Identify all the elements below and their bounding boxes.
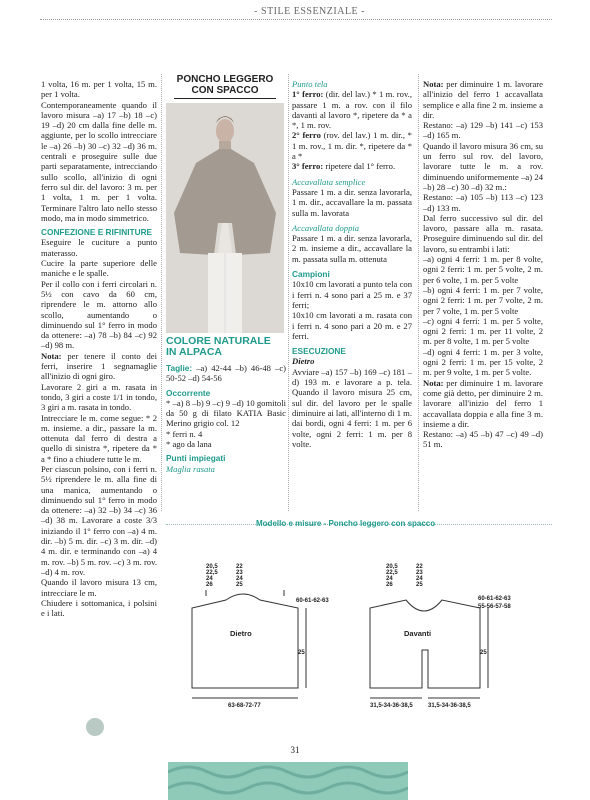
subheading: Dietro	[292, 356, 315, 367]
paragraph: 1° ferro: (dir. del lav.) * 1 m. rov., passare 1 m. a rov. con il filo davanti al lavoro *, ripetere da * a *, 1 m. rov.	[292, 89, 412, 131]
schema-title: Modello e misure - Poncho leggero con spacco	[256, 519, 436, 528]
paragraph: Chiudere i sottomanica, i polsini e i lati.	[41, 597, 157, 619]
paragraph: Intrecciare le m. come segue: * 2 m. insieme. a dir., passare la m. ottenuta dal ferro di destra a quello di sinistra *, ripetere da * a * fino a chiudere tutte le m.	[41, 412, 157, 464]
side-measure: 60-61-62-63	[478, 596, 511, 602]
column-divider	[161, 74, 162, 511]
width-measure: 31,5-34-36-38,5	[428, 703, 471, 709]
paragraph: 3° ferro: ripetere dal 1° ferro.	[292, 161, 396, 172]
header-rule	[40, 19, 552, 20]
section-heading: CONFEZIONE E RIFINITURE	[41, 227, 153, 238]
material-item: * ferri n. 4	[166, 428, 203, 439]
knit-texture-image	[168, 762, 408, 800]
paragraph: Nota: per diminuire 1 m. lavorare all'inizio del ferro 1 accavallata semplice e alla fine 2 m. insieme a dir.	[423, 79, 543, 120]
paragraph: Passare 1 m. a dir. senza lavorarla, 2 m. insieme a dir., accavallare la m. passata sulla m. ottenuta	[292, 233, 412, 264]
paragraph: Nota: per tenere il conto dei ferri, inserire 1 segnamaglie all'inizio di ogni giro.	[41, 350, 157, 382]
front-label: Davanti	[404, 629, 432, 638]
section-heading: ESECUZIONE	[292, 346, 346, 357]
front-outline	[370, 600, 480, 688]
shoulder-measure: 22	[236, 564, 243, 570]
back-outline	[192, 594, 298, 688]
paragraph: Passare 1 m. a dir. senza lavorarla, 1 m. dir., accavallare la m. passata sulla m. lavorata	[292, 186, 412, 218]
height-measure: 25	[480, 650, 487, 656]
width-measure: 31,5-34-36-38,5	[370, 703, 413, 709]
stitch-name: Maglia rasata	[166, 463, 215, 474]
paragraph: –b) ogni 4 ferri: 1 m. per 7 volte, ogni 2 ferri: 1 m. per 7 volte, 2 m. per 7 volte, 1 m. per 5 volte	[423, 284, 543, 316]
shoulder-measure: 22	[416, 564, 423, 570]
neck-measure: 22,5	[206, 570, 218, 576]
paragraph: Dal ferro successivo sul dir. del lavoro, passare alla m. rasata. Proseguire diminuendo sul dir. del lavoro, su entrambi i lati:	[423, 212, 543, 254]
color-heading: COLORE NATURALE IN ALPACA	[166, 335, 271, 358]
paragraph: Per il collo con i ferri circolari n. 5½ con cavo da 60 cm, riprendere le m. attorno allo scollo, aumentando o diminuendo sul 1° ferro in modo da ottenere: –a) 78 –b) 84 –c) 92 –d) 98 m.	[41, 278, 157, 351]
shoulder-measure: 23	[236, 570, 243, 576]
section-header: - STILE ESSENZIALE -	[254, 6, 365, 17]
neck-measure: 24	[206, 576, 213, 582]
paragraph: 1 volta, 16 m. per 1 volta, 15 m. per 1 volta.	[41, 79, 157, 100]
neck-measure: 22,5	[386, 570, 398, 576]
column-divider	[418, 74, 419, 511]
material-item: * –a) 8 –b) 9 –c) 9 –d) 10 gomitoli da 50 g di filato KATIA Basic Merino grigio col. 12	[166, 397, 286, 429]
paragraph: Quando il lavoro misura 36 cm, su un ferro sul rov. del lavoro, lavorare tutte le m. a rov. diminuendo uniformemente –a) 24 –b) 28 –c) 30 –d) 32 m.:	[423, 140, 543, 192]
model-photo	[166, 103, 284, 333]
shoulder-measure: 25	[416, 582, 423, 588]
neck-measure: 20,5	[386, 564, 398, 570]
shoulder-measure: 23	[416, 570, 423, 576]
paragraph: Eseguire le cuciture a punto materasso.	[41, 237, 157, 258]
paragraph: –d) ogni 4 ferri: 1 m. per 3 volte, ogni 2 ferri: 1 m. per 15 volte, 2 m. per 9 volte, 1 m. per 5 volte.	[423, 346, 543, 378]
column-2	[166, 336, 286, 474]
material-item: * ago da lana	[166, 439, 212, 450]
paragraph: Restano: –a) 129 –b) 141 –c) 153 –d) 165 m.	[423, 120, 543, 141]
shoulder-measure: 25	[236, 582, 243, 588]
stitch-heading: Accavallata doppia	[292, 222, 360, 233]
paragraph: Quando il lavoro misura 13 cm, intrecciare le m.	[41, 577, 157, 598]
sizes: Taglie: –a) 42-44 –b) 46-48 –c) 50-52 –d) 54-56	[166, 363, 286, 384]
paragraph: Cucire la parte superiore delle maniche e le spalle.	[41, 258, 157, 279]
stitch-heading: Punto tela	[292, 79, 328, 89]
materials-heading: Occorrente	[166, 387, 211, 398]
paragraph: Contemporaneamente quando il lavoro misura –a) 17 –b) 18 –c) 19 –d) 20 cm dalla fine delle m. aggiunte, per lo scollo intrecciare le –a) 26 –b) 30 –c) 32 –d) 36 m. centrali e proseguire sulle due parti separatamente, intrecciando sullo scollo, all'inizio di ogni ferro sul dir. del lavoro: 3 m. per 1 volta, 1 m. per 1 volta. Terminare l'altro lato nello stesso modo, ma in modo simmetrico.	[41, 99, 157, 223]
paragraph: Restano: –a) 105 –b) 113 –c) 123 –d) 133 m.	[423, 192, 543, 213]
stitches-heading: Punti impiegati	[166, 453, 226, 464]
column-divider	[288, 74, 289, 511]
height-measure: 25	[298, 650, 305, 656]
neck-measure: 26	[206, 582, 213, 588]
side-measure: 55-56-57-58	[478, 604, 511, 610]
paragraph: Restano: –a) 45 –b) 47 –c) 49 –d) 51 m.	[423, 429, 543, 450]
yarn-ball-icon	[86, 718, 104, 736]
paragraph: –a) ogni 4 ferri: 1 m. per 8 volte, ogni 2 ferri: 1 m. per 5 volte, 2 m. per 6 volte, 1 m. per 5 volte	[423, 254, 543, 285]
side-measure: 60-61-62-63	[296, 598, 329, 604]
paragraph: 10x10 cm lavorati a punto tela con i ferri n. 4 sono pari a 25 m. e 37 ferri;	[292, 279, 412, 310]
stitch-heading: Accavallata semplice	[292, 176, 366, 187]
paragraph: 2° ferro (rov. del lav.) 1 m. dir., * 1 m. rov., 1 m. dir. *, ripetere da * a *	[292, 130, 412, 162]
paragraph: Lavorare 2 giri a m. rasata in tondo, 3 giri a coste 1/1 in tondo, 3 giri a m. rasata in tondo.	[41, 381, 157, 413]
column-4	[423, 79, 543, 450]
paragraph: –c) ogni 4 ferri: 1 m. per 5 volte, ogni 2 ferri: 1 m. per 11 volte, 2 m. per 8 volte, 1 m. per 5 volte	[423, 315, 543, 347]
neck-measure: 20,5	[206, 564, 218, 570]
pattern-title: PONCHO LEGGERO CON SPACCO	[166, 74, 284, 99]
shoulder-measure: 24	[416, 576, 423, 582]
section-heading: Campioni	[292, 269, 330, 280]
paragraph: Per ciascun polsino, con i ferri n. 5½ riprendere le m. alla fine di una manica, aumentando o diminuendo sul 1° ferro in modo da ottenere: –a) 32 –b) 34 –c) 36 –d) 38 m. Lavorare a coste 3/3 iniziando il 1° ferro con –a) 4 m. dir. –b) 5 m. dir. –c) 3 m. dir. –d) 4 m. dir. e terminando con –a) 4 m. rov. –b) 5 m. rov. –c) 3 m. rov. –d) 4 m. rov.	[41, 463, 157, 577]
paragraph: Avviare –a) 157 –b) 169 –c) 181 –d) 193 m. e lavorare a p. tela. Quando il lavoro misura 25 cm, sul dir. del lavoro per le spalle diminuire ai lati, all'interno di 1 m. dai bordi, ogni 4 ferri: 1 m. per 6 volte, ogni 2 ferri: 1 m. per 8 volte.	[292, 366, 412, 449]
shoulder-measure: 24	[236, 576, 243, 582]
width-measure: 63-68-72-77	[228, 703, 261, 709]
paragraph: Nota: per diminuire 1 m. lavorare come già detto, per diminuire 2 m. lavorare all'inizio del ferro 1 accavallata doppia e alla fine 3 m. insieme a dir.	[423, 377, 543, 429]
column-3	[292, 79, 412, 449]
pattern-schematic	[166, 530, 552, 730]
page-number: 31	[290, 745, 300, 755]
column-1	[41, 79, 157, 618]
neck-measure: 26	[386, 582, 393, 588]
back-label: Dietro	[230, 629, 252, 638]
paragraph: 10x10 cm lavorati a m. rasata con i ferri n. 4 sono pari a 20 m. e 27 ferri.	[292, 310, 412, 341]
watermark: PassionForum.ru	[513, 786, 582, 796]
neck-measure: 24	[386, 576, 393, 582]
